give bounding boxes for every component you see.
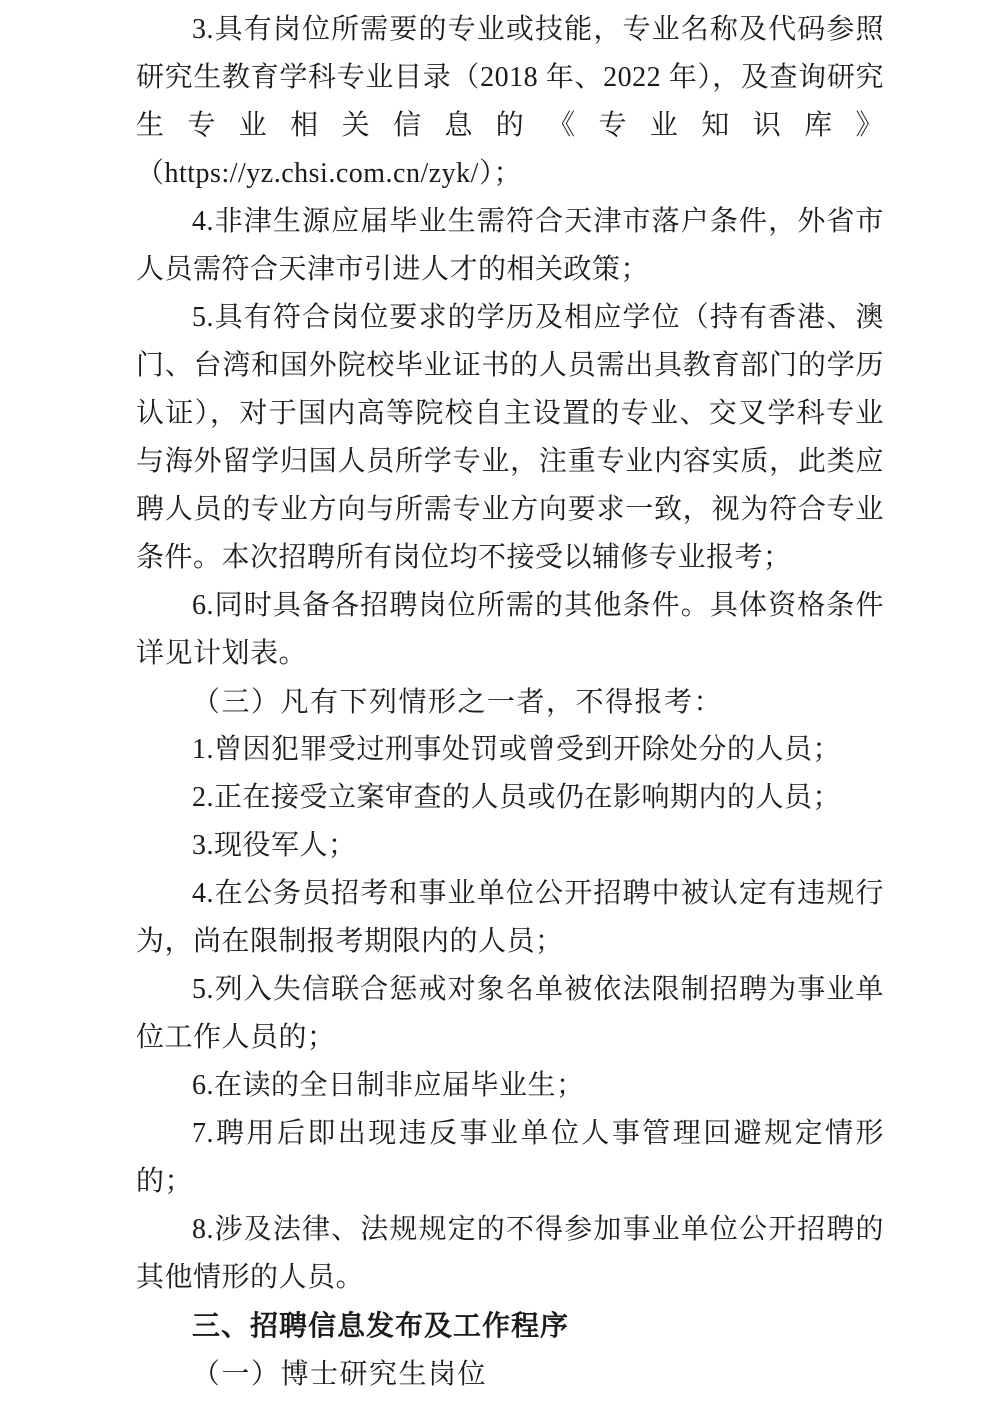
para-ineligible-4-violation: 4.在公务员招考和事业单位公开招聘中被认定有违规行为，尚在限制报考期限内的人员；: [136, 878, 884, 957]
para-ineligible-8-other-laws: 8.涉及法律、法规规定的不得参加事业单位公开招聘的其他情形的人员。: [136, 1214, 884, 1293]
para-requirement-4-household: 4.非津生源应届毕业生需符合天津市落户条件，外省市人员需符合天津市引进人才的相关政策；: [136, 206, 884, 285]
para-requirement-5-degree: 5.具有符合岗位要求的学历及相应学位（持有香港、澳门、台湾和国外院校毕业证书的人员需出具教育部门的学历认证），对于国内高等院校自主设置的专业、交叉学科专业与海外留学归国人员所学专业，注重专业内容实质，此类应聘人员的专业方向与所需专业方向要求一致，视为符合专业条件。本次招聘所有岗位均不接受以辅修专业报考；: [136, 302, 884, 573]
subheading-section-3-ineligible: （三）凡有下列情形之一者，不得报考：: [192, 685, 724, 718]
para-ineligible-2-investigation: 2.正在接受立案审查的人员或仍在影响期内的人员；: [192, 782, 842, 813]
heading-section-three-procedure: 三、招聘信息发布及工作程序: [192, 1310, 570, 1341]
para-requirement-3-major-skills: 3.具有岗位所需要的专业或技能，专业名称及代码参照研究生教育学科专业目录（2018 年、2022 年），及查询研究生专业相关信息的《专业知识库》（https://yz.chsi.com.cn/zyk/）；: [136, 14, 884, 189]
para-ineligible-3-military: 3.现役军人；: [192, 830, 357, 861]
subheading-doctoral-positions: （一）博士研究生岗位: [192, 1357, 488, 1390]
para-ineligible-7-avoidance-rule: 7.聘用后即出现违反事业单位人事管理回避规定情形的；: [136, 1118, 884, 1197]
para-ineligible-1-criminal: 1.曾因犯罪受过刑事处罚或曾受到开除处分的人员；: [192, 734, 842, 765]
para-ineligible-6-enrolled-students: 6.在读的全日制非应届毕业生；: [192, 1070, 585, 1101]
para-requirement-6-other-conditions: 6.同时具备各招聘岗位所需的其他条件。具体资格条件详见计划表。: [136, 590, 884, 669]
para-ineligible-5-dishonesty-list: 5.列入失信联合惩戒对象名单被依法限制招聘为事业单位工作人员的；: [136, 974, 884, 1053]
